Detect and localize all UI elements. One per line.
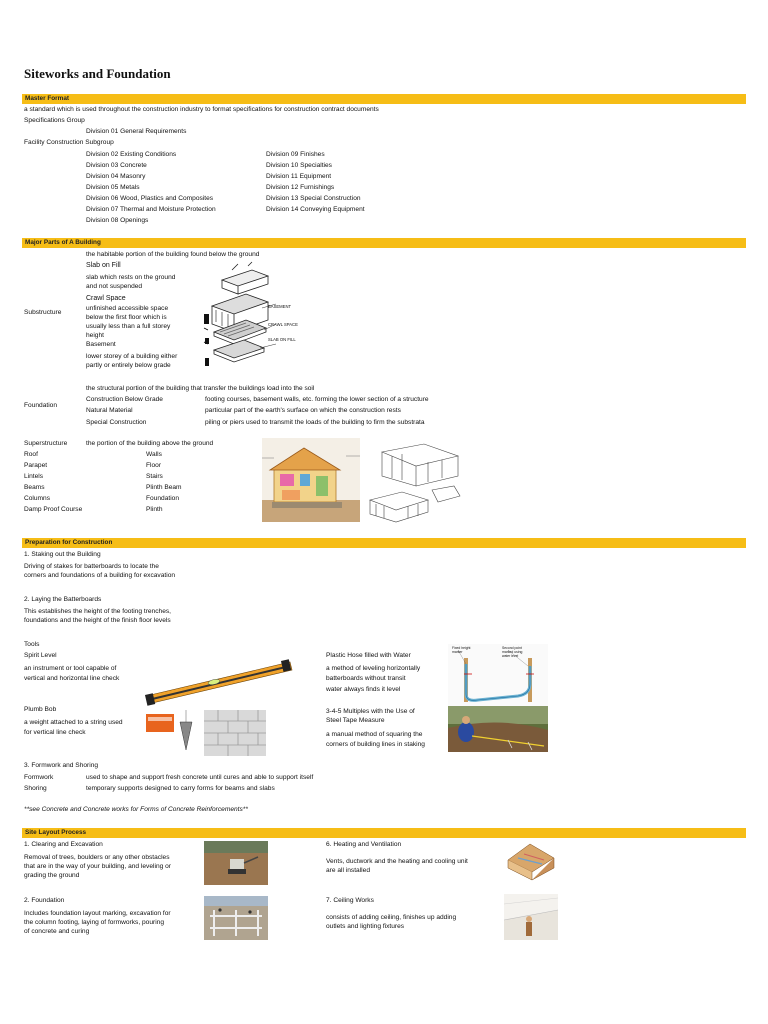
super-element: Floor — [146, 462, 162, 469]
facility-group-label: Facility Construction Subgroup — [24, 139, 114, 146]
tools-label: Tools — [24, 641, 40, 648]
step-text: consists of adding ceiling, finishes up adding — [326, 914, 457, 921]
tool-text: a weight attached to a string used — [24, 719, 123, 726]
tool-text: a method of leveling horizontally — [326, 665, 421, 672]
crawl-def-line: unfinished accessible space — [86, 305, 169, 312]
division-item: Division 13 Special Construction — [266, 195, 361, 202]
hose-label: water level — [502, 654, 519, 658]
crawl-def-line: height — [86, 332, 104, 339]
division-item: Division 08 Openings — [86, 217, 149, 224]
division-item: Division 06 Wood, Plastics and Composites — [86, 195, 214, 202]
shoring-desc: temporary supports designed to carry forms for beams and slabs — [86, 785, 275, 792]
superstructure-definition: the portion of the building above the ground — [86, 440, 214, 447]
slab-on-fill-title: Slab on Fill — [86, 262, 121, 269]
hose-label: marker — [452, 650, 463, 654]
diagram-label-crawl-space: CRAWL SPACE — [268, 322, 298, 327]
slab-def-line: slab which rests on the ground — [86, 274, 176, 281]
division-item: Division 03 Concrete — [86, 162, 147, 169]
formwork-desc: used to shape and support fresh concrete until cures and able to support itself — [86, 774, 314, 781]
foundation-row-name: Construction Below Grade — [86, 396, 163, 403]
step-title: 3. Formwork and Shoring — [24, 762, 99, 769]
crawl-def-line: below the first floor which is — [86, 314, 167, 321]
division-item: Division 14 Conveying Equipment — [266, 206, 365, 213]
step-title: 1. Staking out the Building — [24, 551, 101, 558]
building-frame-sketch — [362, 440, 462, 524]
tool-text: an instrument or tool capable of — [24, 665, 117, 672]
super-element: Beams — [24, 484, 45, 491]
step-text: that are in the way of your building, and leveling or — [24, 863, 171, 870]
crawl-def-line: usually less than a full storey — [86, 323, 171, 330]
slab-def-line: and not suspended — [86, 283, 143, 290]
tool-title: 3-4-5 Multiples with the Use of — [326, 708, 415, 715]
step-text: corners and foundations of a building for excavation — [24, 572, 176, 579]
foundation-row-desc: piling or piers used to transmit the loads of the building to firm the substrata — [205, 419, 425, 426]
step-text: outlets and lighting fixtures — [326, 923, 405, 930]
division-item: Division 07 Thermal and Moisture Protection — [86, 206, 216, 213]
super-element: Stairs — [146, 473, 163, 480]
foundation-row-name: Natural Material — [86, 407, 133, 414]
formwork-label: Formwork — [24, 774, 54, 781]
step-text: Includes foundation layout marking, excavation for — [24, 910, 171, 917]
foundation-row-desc: footing courses, basement walls, etc. forming the lower section of a structure — [205, 396, 429, 403]
super-element: Lintels — [24, 473, 44, 480]
spec-group-label: Specifications Group — [24, 117, 85, 124]
division-item: Division 02 Existing Conditions — [86, 151, 177, 158]
tool-text: vertical and horizontal line check — [24, 675, 120, 682]
foundation-row-name: Special Construction — [86, 419, 147, 426]
foundation-definition: the structural portion of the building that transfer the buildings load into the soil — [86, 385, 315, 392]
section-header-preparation: Preparation for Construction — [22, 538, 746, 548]
superstructure-label: Superstructure — [24, 440, 68, 447]
division-item: Division 04 Masonry — [86, 173, 146, 180]
page-title: Siteworks and Foundation — [24, 66, 171, 81]
hose-label: marked using — [502, 650, 523, 654]
tool-title: Spirit Level — [24, 652, 57, 659]
super-element: Parapet — [24, 462, 48, 469]
substructure-definition: the habitable portion of the building found below the ground — [86, 251, 260, 258]
tool-text: a manual method of squaring the — [326, 731, 423, 738]
tool-title: Plumb Bob — [24, 706, 57, 713]
crawl-space-title: Crawl Space — [86, 295, 126, 302]
plumb-bob-image — [146, 710, 266, 756]
division-item: Division 05 Metals — [86, 184, 140, 191]
basement-def-line: lower storey of a building either — [86, 353, 178, 360]
excavation-photo — [204, 841, 268, 885]
step-text: This establishes the height of the footing trenches, — [24, 608, 171, 615]
step-text: grading the ground — [24, 872, 80, 879]
foundation-photo — [204, 896, 268, 940]
diagram-label-basement: BASEMENT — [268, 304, 292, 309]
step-title: 2. Laying the Batterboards — [24, 596, 102, 603]
masterformat-definition: a standard which is used throughout the construction industry to format specifications for construction contract documents — [24, 106, 379, 113]
division-item: Division 10 Specialties — [266, 162, 332, 169]
division-item: Division 09 Finishes — [266, 151, 325, 158]
foundation-row-desc: particular part of the earth's surface on which the construction rests — [205, 407, 401, 414]
step-text: of concrete and curing — [24, 928, 90, 935]
tool-text: batterboards without transit — [326, 675, 406, 682]
diagram-label-slab-on-fill: SLAB ON FILL — [268, 337, 296, 342]
step-text: are all installed — [326, 867, 370, 874]
spirit-level-image — [144, 652, 294, 706]
tool-text: corners of building lines in staking — [326, 741, 425, 748]
tool-title: Steel Tape Measure — [326, 717, 385, 724]
division-item: Division 12 Furnishings — [266, 184, 335, 191]
hose-label: Second point — [502, 646, 522, 650]
super-element: Roof — [24, 451, 38, 458]
step-text: the column footing, laying of formworks, pouring — [24, 919, 165, 926]
section-header-major-parts: Major Parts of A Building — [22, 238, 746, 248]
substructure-label: Substructure — [24, 309, 62, 316]
tool-text: for vertical line check — [24, 729, 86, 736]
step-title: 2. Foundation — [24, 897, 65, 904]
house-cutaway-image — [262, 438, 360, 522]
super-element: Damp Proof Course — [24, 506, 83, 513]
division-item: Division 11 Equipment — [266, 173, 332, 180]
water-level-hose-image — [448, 644, 548, 706]
super-element: Walls — [146, 451, 162, 458]
basement-title: Basement — [86, 341, 116, 348]
tool-title: Plastic Hose filled with Water — [326, 652, 411, 659]
division-01: Division 01 General Requirements — [86, 128, 187, 135]
tape-measure-staking-image — [448, 706, 548, 752]
super-element: Plinth — [146, 506, 163, 513]
ceiling-works-photo — [504, 894, 558, 940]
step-title: 6. Heating and Ventilation — [326, 841, 402, 848]
substructure-diagram — [202, 258, 322, 380]
section-header-master-format: Master Format — [22, 94, 746, 104]
hvac-house-image — [504, 838, 558, 882]
hose-label: Fixed height — [452, 646, 471, 650]
section-header-site-layout: Site Layout Process — [22, 828, 746, 838]
super-element: Foundation — [146, 495, 179, 502]
foundation-label: Foundation — [24, 402, 57, 409]
basement-def-line: partly or entirely below grade — [86, 362, 171, 369]
step-text: Vents, ductwork and the heating and cooling unit — [326, 858, 468, 865]
step-text: foundations and the height of the finish floor levels — [24, 617, 171, 624]
shoring-label: Shoring — [24, 785, 47, 792]
step-text: Driving of stakes for batterboards to locate the — [24, 563, 159, 570]
super-element: Plinth Beam — [146, 484, 182, 491]
super-element: Columns — [24, 495, 51, 502]
concrete-note: **see Concrete and Concrete works for Forms of Concrete Reinforcements** — [24, 806, 248, 813]
step-text: Removal of trees, boulders or any other obstacles — [24, 854, 170, 861]
tool-text: water always finds it level — [326, 686, 401, 693]
step-title: 7. Ceiling Works — [326, 897, 374, 904]
step-title: 1. Clearing and Excavation — [24, 841, 103, 848]
